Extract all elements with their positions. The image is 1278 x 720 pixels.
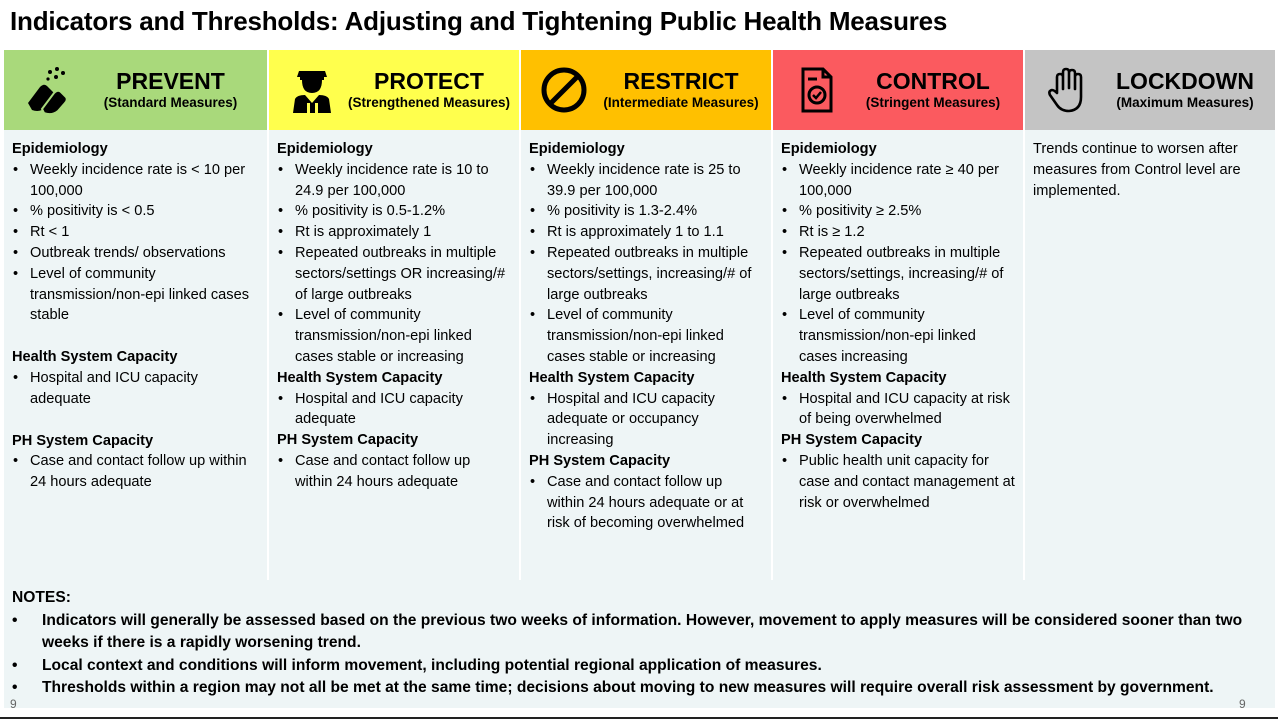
list-item: • Rt is approximately 1	[277, 222, 511, 243]
level-header-control	[773, 50, 1025, 130]
list-item: • Level of community transmission/non-epi linked cases increasing	[781, 305, 1015, 367]
list-item: • Case and contact follow up within 24 hours adequate	[12, 451, 259, 493]
level-name: RESTRICT	[623, 68, 739, 94]
officer-icon	[285, 63, 339, 117]
list-item: • Outbreak trends/ observations	[12, 243, 259, 264]
level-header-restrict	[521, 50, 773, 130]
prevent-column	[4, 130, 269, 580]
notes-box	[4, 580, 1275, 708]
list-item: • Hospital and ICU capacity adequate	[12, 368, 259, 410]
section-heading: Health System Capacity	[277, 369, 443, 386]
level-name: CONTROL	[876, 68, 990, 94]
lockdown-column	[1025, 130, 1275, 580]
criteria-list	[277, 451, 511, 493]
section-heading: PH System Capacity	[277, 432, 419, 449]
criteria-list	[12, 368, 259, 410]
criteria-list	[529, 389, 763, 451]
criteria-list	[277, 389, 511, 431]
page-title: Indicators and Thresholds: Adjusting and Tightening Public Health Measures	[10, 6, 948, 36]
list-item: • Repeated outbreaks in multiple sectors/settings, increasing/# of large outbreaks	[781, 243, 1015, 305]
list-item: • Rt < 1	[12, 222, 259, 243]
level-subtitle: (Standard Measures)	[103, 95, 238, 110]
handwashing-icon	[20, 63, 74, 117]
level-header-protect	[269, 50, 521, 130]
criteria-list	[12, 451, 259, 493]
measures-table	[4, 50, 1275, 580]
level-subtitle: (Strengthened Measures)	[347, 95, 511, 110]
list-item: • Case and contact follow up within 24 hours adequate or at risk of becoming overwhelmed	[529, 472, 763, 534]
list-item: • Hospital and ICU capacity adequate or occupancy increasing	[529, 389, 763, 451]
list-item: • Repeated outbreaks in multiple sectors/settings OR increasing/# of large outbreaks	[277, 243, 511, 305]
level-header-lockdown	[1025, 50, 1275, 130]
level-name: PREVENT	[116, 68, 225, 94]
list-item: • Weekly incidence rate is 25 to 39.9 per 100,000	[529, 160, 763, 202]
list-item: • Case and contact follow up within 24 hours adequate	[277, 451, 511, 493]
level-header-row	[4, 50, 1275, 130]
list-item: • Public health unit capacity for case and contact management at risk or overwhelmed	[781, 451, 1015, 513]
level-subtitle: (Intermediate Measures)	[603, 95, 759, 110]
section-heading: Health System Capacity	[12, 349, 178, 366]
level-body-row	[4, 130, 1275, 580]
page-number-left: 9	[10, 697, 17, 711]
criteria-list	[12, 160, 259, 326]
list-item: • Rt is ≥ 1.2	[781, 222, 1015, 243]
list-item: • Weekly incidence rate is 10 to 24.9 per 100,000	[277, 160, 511, 202]
control-column	[773, 130, 1025, 580]
criteria-list	[781, 389, 1015, 431]
criteria-list	[529, 160, 763, 368]
criteria-list	[781, 160, 1015, 368]
criteria-list	[529, 472, 763, 534]
footer-divider	[0, 717, 1278, 719]
section-heading: Health System Capacity	[529, 369, 695, 386]
list-item: • % positivity is < 0.5	[12, 201, 259, 222]
section-heading: Epidemiology	[529, 141, 625, 157]
note-item: • Thresholds within a region may not all be met at the same time; decisions about moving to new measures will require overall risk assessment by government.	[12, 677, 1267, 700]
section-heading: Health System Capacity	[781, 369, 947, 386]
clipboard-icon	[789, 63, 843, 117]
level-name: LOCKDOWN	[1116, 68, 1254, 94]
criteria-list	[277, 160, 511, 368]
section-heading: Epidemiology	[781, 141, 877, 157]
list-item: • Hospital and ICU capacity adequate	[277, 389, 511, 431]
prohibited-icon	[537, 63, 591, 117]
list-item: • Hospital and ICU capacity at risk of being overwhelmed	[781, 389, 1015, 431]
list-item: • % positivity ≥ 2.5%	[781, 201, 1015, 222]
section-heading: PH System Capacity	[781, 432, 923, 449]
list-item: • Weekly incidence rate is < 10 per 100,000	[12, 160, 259, 202]
lockdown-description: Trends continue to worsen after measures from Control level are implemented.	[1033, 141, 1241, 199]
list-item: • Rt is approximately 1 to 1.1	[529, 222, 763, 243]
list-item: • % positivity is 1.3-2.4%	[529, 201, 763, 222]
note-item: • Local context and conditions will inform movement, including potential regional application of measures.	[12, 655, 1267, 678]
section-heading: Epidemiology	[12, 141, 108, 157]
notes-list	[12, 610, 1267, 700]
list-item: • Level of community transmission/non-epi linked cases stable or increasing	[529, 305, 763, 367]
section-heading: PH System Capacity	[12, 432, 154, 449]
list-item: • Weekly incidence rate ≥ 40 per 100,000	[781, 160, 1015, 202]
level-subtitle: (Stringent Measures)	[865, 95, 1001, 110]
criteria-list	[781, 451, 1015, 513]
list-item: • Level of community transmission/non-epi linked cases stable	[12, 264, 259, 326]
protect-column	[269, 130, 521, 580]
page-number-right: 9	[1239, 697, 1246, 711]
note-item: • Indicators will generally be assessed based on the previous two weeks of information. However, movement to apply measures will be considered sooner than two weeks if there is a rapidly worsening trend.	[12, 610, 1267, 655]
stop-hand-icon	[1041, 63, 1095, 117]
level-subtitle: (Maximum Measures)	[1116, 95, 1254, 110]
list-item: • Repeated outbreaks in multiple sectors/settings, increasing/# of large outbreaks	[529, 243, 763, 305]
list-item: • % positivity is 0.5-1.2%	[277, 201, 511, 222]
restrict-column	[521, 130, 773, 580]
level-header-prevent	[4, 50, 269, 130]
level-name: PROTECT	[374, 68, 484, 94]
notes-heading: NOTES:	[12, 589, 71, 606]
list-item: • Level of community transmission/non-epi linked cases stable or increasing	[277, 305, 511, 367]
section-heading: PH System Capacity	[529, 452, 671, 469]
section-heading: Epidemiology	[277, 141, 373, 157]
